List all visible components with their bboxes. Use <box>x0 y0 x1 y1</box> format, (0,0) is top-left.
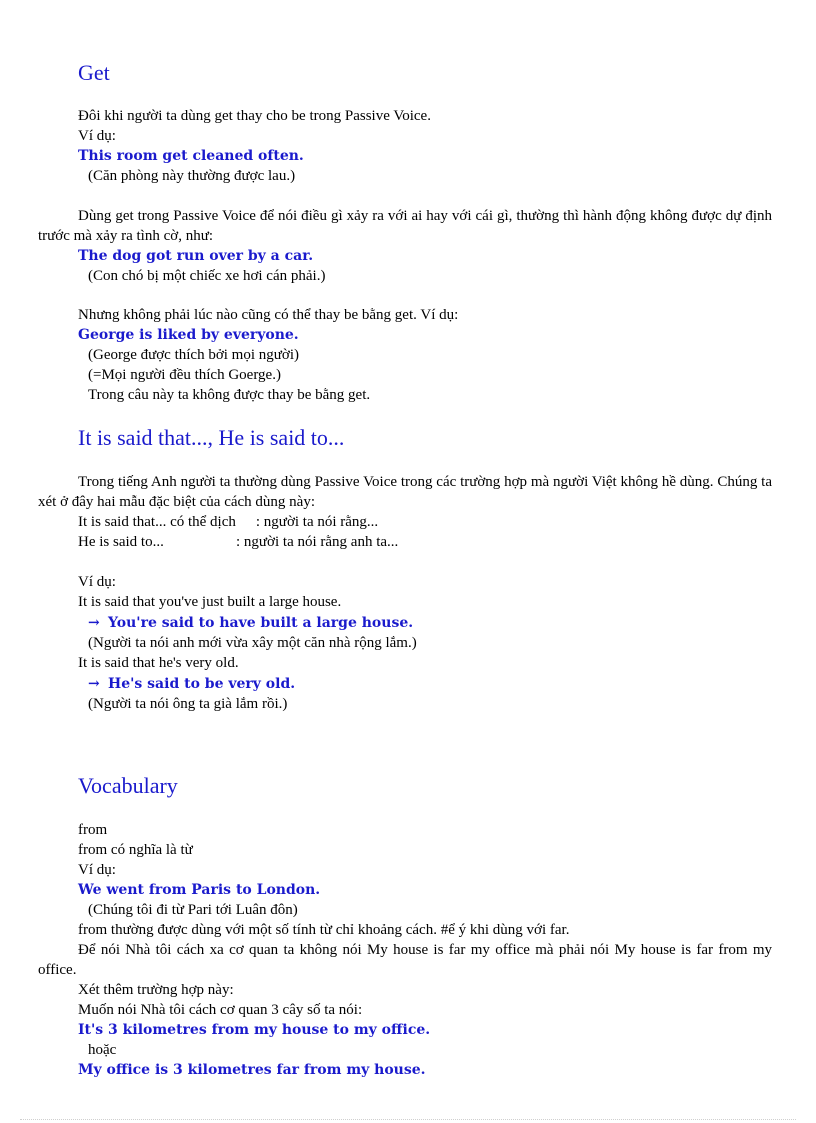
said-conversion-1 <box>88 613 413 633</box>
vocab-example-3: My office is 3 kilometres far from my house. <box>78 1062 426 1078</box>
get-intro: Đôi khi người ta dùng get thay cho be trong Passive Voice. <box>78 108 431 124</box>
get-example-3-translation-1: (George được thích bởi mọi người) <box>88 347 299 363</box>
said-pattern-1-form: It is said that... có thể dịch <box>78 514 236 530</box>
vocab-example-1: We went from Paris to London. <box>78 882 321 898</box>
said-sentence-2: It is said that he's very old. <box>78 655 239 671</box>
said-paragraph-1: Trong tiếng Anh người ta thường dùng Passive Voice trong các trường hợp mà người Việt không hề dùng. Chúng ta xét ở đây hai mẫu đặc biệt của cách dùng này: <box>38 474 772 510</box>
heading-get: Get <box>78 60 110 85</box>
said-pattern-1 <box>78 512 378 532</box>
vocab-note-1: from thường được dùng với một số tính từ chỉ khoảng cách. #ể ý khi dùng với far. <box>78 922 570 938</box>
said-conversion-2-translation: (Người ta nói ông ta già lắm rồi.) <box>88 696 288 712</box>
vocab-note-2: Để nói Nhà tôi cách xa cơ quan ta không nói My house is far my office mà phải nói My house is far from my office. <box>38 942 772 978</box>
heading-it-is-said: It is said that..., He is said to... <box>78 425 345 450</box>
get-example-3-note: Trong câu này ta không được thay be bằng get. <box>88 387 371 403</box>
get-example-3: George is liked by everyone. <box>78 327 299 343</box>
heading-vocabulary: Vocabulary <box>78 773 178 798</box>
vocab-or: hoặc <box>88 1042 117 1058</box>
page-bottom-divider <box>20 1119 796 1120</box>
said-conversion-1-text: You're said to have built a large house. <box>108 615 414 631</box>
right-arrow-icon: → <box>88 676 100 692</box>
said-conversion-1-translation: (Người ta nói anh mới vừa xây một căn nhà rộng lắm.) <box>88 635 417 651</box>
vocab-word: from <box>78 822 108 838</box>
vocab-example-2: It's 3 kilometres from my house to my office. <box>78 1022 431 1038</box>
get-example-2-translation: (Con chó bị một chiếc xe hơi cán phải.) <box>88 268 326 284</box>
vocab-meaning: from có nghĩa là từ <box>78 842 193 858</box>
get-vidu: Ví dụ: <box>78 128 116 144</box>
said-conversion-2-text: He's said to be very old. <box>108 676 296 692</box>
vocab-note-3: Xét thêm trường hợp này: <box>78 982 234 998</box>
said-vidu: Ví dụ: <box>78 574 116 590</box>
said-pattern-2-form: He is said to... <box>78 534 164 550</box>
said-sentence-1: It is said that you've just built a large house. <box>78 594 342 610</box>
said-pattern-2 <box>78 532 398 552</box>
get-paragraph-3: Nhưng không phải lúc nào cũng có thể thay be bằng get. Ví dụ: <box>78 307 459 323</box>
get-paragraph-2: Dùng get trong Passive Voice để nói điều gì xảy ra với ai hay với cái gì, thường thì hành động không được dự định trước mà xảy ra tình cờ, như: <box>38 208 772 244</box>
said-pattern-1-meaning: : người ta nói rằng... <box>255 514 379 530</box>
right-arrow-icon: → <box>88 615 100 631</box>
get-example-3-translation-2: (=Mọi người đều thích Goerge.) <box>88 367 281 383</box>
get-example-1-translation: (Căn phòng này thường được lau.) <box>88 168 296 184</box>
vocab-example-1-translation: (Chúng tôi đi từ Pari tới Luân đôn) <box>88 902 298 918</box>
get-example-2: The dog got run over by a car. <box>78 248 314 264</box>
vocab-note-4: Muốn nói Nhà tôi cách cơ quan 3 cây số ta nói: <box>78 1002 363 1018</box>
vocab-vidu: Ví dụ: <box>78 862 116 878</box>
get-example-1: This room get cleaned often. <box>78 148 304 164</box>
said-pattern-2-meaning: : người ta nói rằng anh ta... <box>236 534 399 550</box>
said-conversion-2 <box>88 674 295 694</box>
